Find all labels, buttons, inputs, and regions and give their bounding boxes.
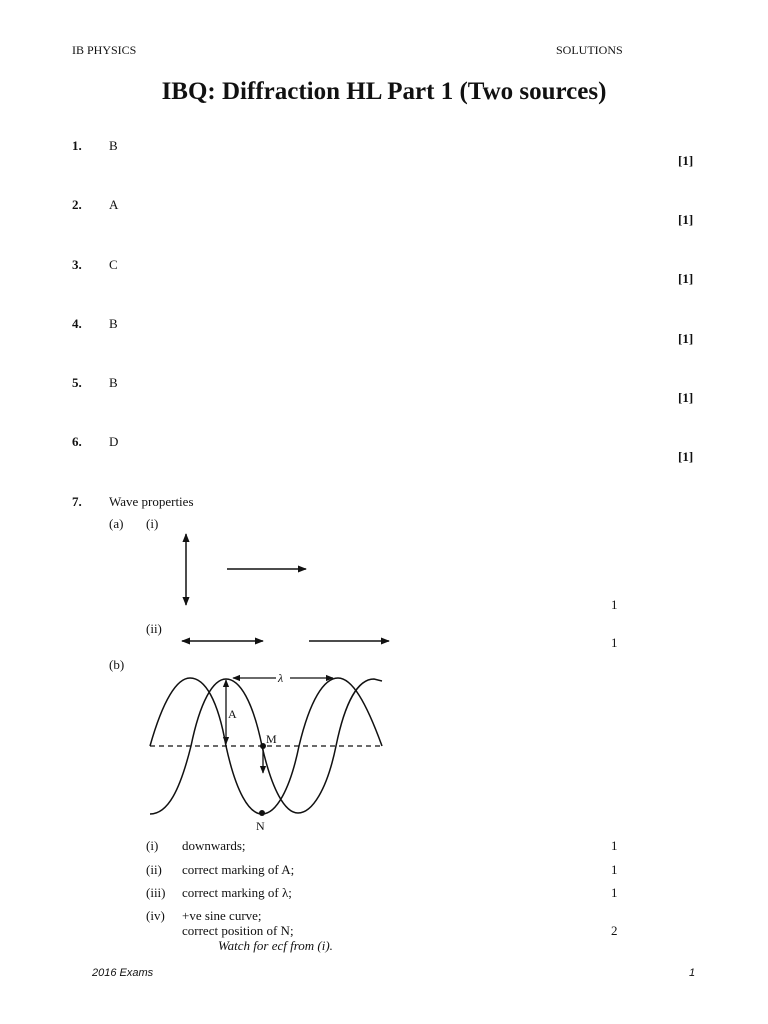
answer-iv-text: +ve sine curve;: [182, 908, 262, 923]
part-a-ii-label: (ii): [146, 621, 162, 636]
question-1-number: 1.: [72, 138, 82, 153]
answer-ii-mark: 1: [611, 862, 618, 877]
header-course: IB PHYSICS: [72, 43, 137, 57]
answer-ii-label: (ii): [146, 862, 162, 877]
question-7-title: Wave properties: [109, 494, 194, 509]
header-solutions: SOLUTIONS: [556, 43, 623, 57]
question-6-answer: D: [109, 434, 119, 449]
answer-iii-text: correct marking of λ;: [182, 885, 292, 900]
answer-iv-mark: 2: [611, 923, 618, 938]
answer-i-label: (i): [146, 838, 159, 853]
footer-page-number: 1: [689, 967, 696, 979]
question-5-answer: B: [109, 375, 118, 390]
point-m-label: M: [266, 732, 277, 746]
question-3-answer: C: [109, 257, 118, 272]
answer-iv-label: (iv): [146, 908, 165, 923]
point-n-dot: [259, 810, 265, 816]
answer-iv-text-line2: correct position of N;: [182, 923, 294, 938]
question-2-number: 2.: [72, 197, 82, 212]
wave-curve-shifted: [150, 679, 382, 814]
footer-exam-year: 2016 Exams: [92, 967, 154, 979]
amplitude-label: A: [228, 707, 237, 721]
answer-ii-text: correct marking of A;: [182, 862, 295, 877]
question-3-mark: [1]: [678, 271, 694, 286]
question-5-mark: [1]: [678, 390, 694, 405]
question-5-number: 5.: [72, 375, 82, 390]
part-a-label: (a): [109, 516, 124, 531]
question-6-mark: [1]: [678, 449, 694, 464]
answer-iii-mark: 1: [611, 885, 618, 900]
part-b-label: (b): [109, 657, 125, 672]
part-a-i-mark: 1: [611, 597, 618, 612]
question-1-answer: B: [109, 138, 118, 153]
page-title: IBQ: Diffraction HL Part 1 (Two sources): [161, 78, 607, 105]
answer-i-text: downwards;: [182, 838, 246, 853]
answer-i-mark: 1: [611, 838, 618, 853]
part-a-ii-mark: 1: [611, 635, 618, 650]
question-4-number: 4.: [72, 316, 82, 331]
answer-iii-label: (iii): [146, 885, 166, 900]
question-7-number: 7.: [72, 494, 82, 509]
question-2-answer: A: [109, 197, 119, 212]
question-4-answer: B: [109, 316, 118, 331]
wavelength-label: λ: [278, 671, 284, 685]
ecf-note: Watch for ecf from (i).: [218, 938, 333, 953]
part-a-i-label: (i): [146, 516, 159, 531]
point-n-label: N: [256, 819, 265, 833]
question-6-number: 6.: [72, 434, 82, 449]
question-2-mark: [1]: [678, 212, 694, 227]
question-3-number: 3.: [72, 257, 82, 272]
question-1-mark: [1]: [678, 153, 694, 168]
question-4-mark: [1]: [678, 331, 694, 346]
